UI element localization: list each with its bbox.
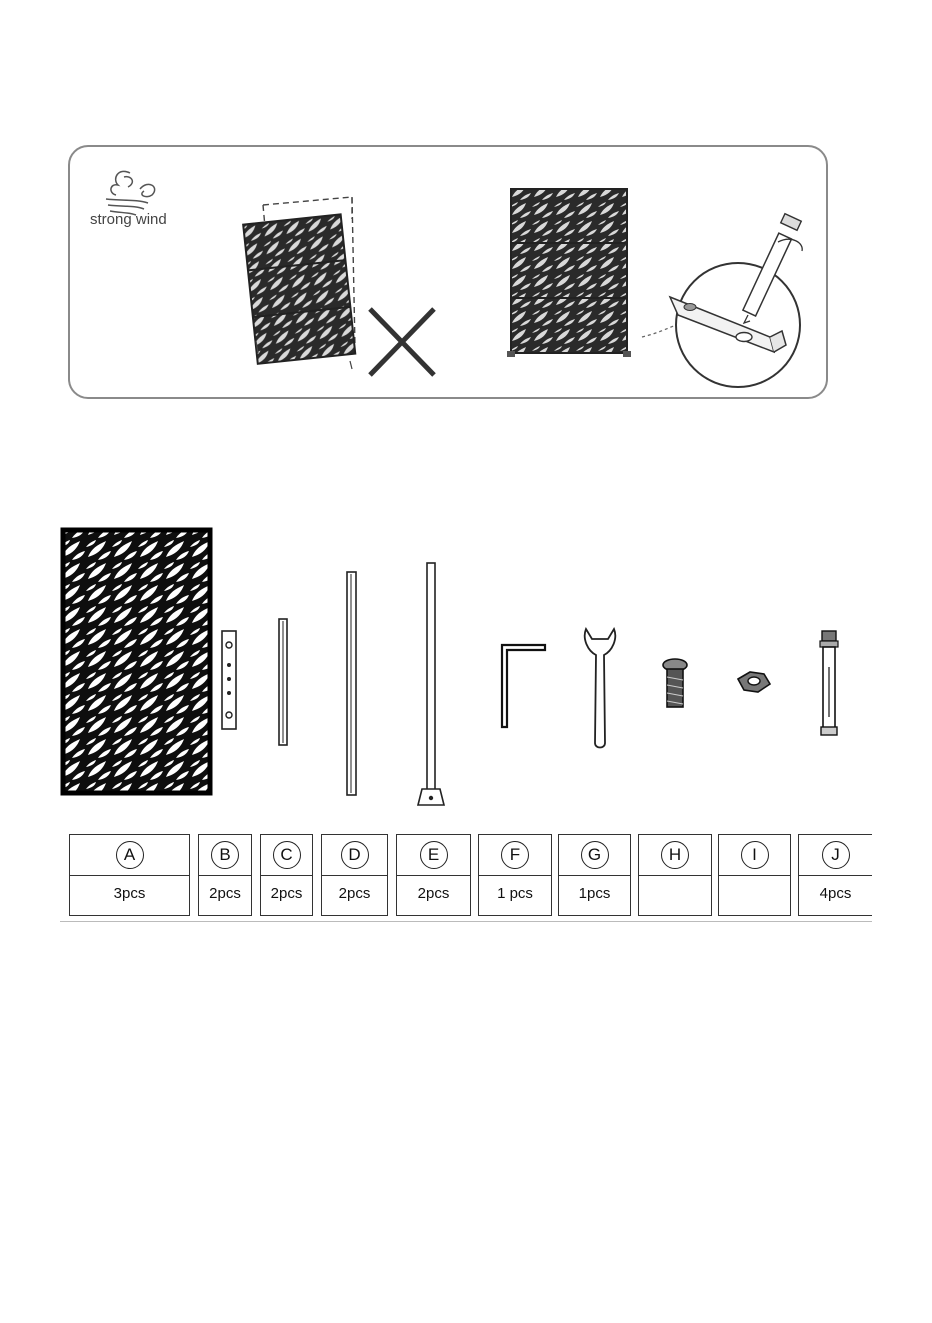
- part-b-connector-plate: [222, 631, 236, 729]
- part-e-post: [418, 563, 444, 805]
- upright-screen: [507, 189, 631, 357]
- part-a-panel: [63, 530, 210, 793]
- table-baseline: [60, 921, 872, 922]
- anchor-bolt-icon: [670, 214, 802, 387]
- part-letter: D: [341, 841, 369, 869]
- part-letter: B: [211, 841, 239, 869]
- part-letter: I: [741, 841, 769, 869]
- parts-list: [60, 517, 872, 922]
- part-g-wrench: [585, 629, 616, 748]
- part-letter: F: [501, 841, 529, 869]
- part-cell-b: [198, 834, 252, 916]
- part-i-nut: [738, 672, 770, 692]
- part-d-long-bar: [347, 572, 356, 795]
- part-letter: G: [581, 841, 609, 869]
- part-qty: 2pcs: [270, 885, 303, 902]
- part-cell-j: [798, 834, 872, 916]
- part-letter: C: [273, 841, 301, 869]
- part-qty: 2pcs: [338, 885, 371, 902]
- part-qty: 1 pcs: [497, 885, 533, 902]
- part-j-expansion-bolt: [820, 631, 838, 735]
- part-h-bolt: [663, 659, 687, 707]
- wind-label: strong wind: [90, 211, 167, 228]
- part-cell-h: [638, 834, 712, 916]
- part-qty: 3pcs: [113, 885, 146, 902]
- wind-warning-panel: [68, 145, 828, 399]
- part-cell-g: [558, 834, 631, 916]
- part-cell-e: [396, 834, 471, 916]
- part-cell-d: [321, 834, 388, 916]
- tilted-screen: [243, 197, 355, 369]
- part-qty: 4pcs: [819, 885, 852, 902]
- part-cell-c: [260, 834, 313, 916]
- part-qty: 1pcs: [578, 885, 611, 902]
- part-cell-i: [718, 834, 791, 916]
- part-c-short-bar: [279, 619, 287, 745]
- cross-icon: [370, 309, 434, 375]
- part-letter: E: [420, 841, 448, 869]
- part-qty: 2pcs: [209, 885, 241, 902]
- part-cell-a: [69, 834, 190, 916]
- part-letter: A: [116, 841, 144, 869]
- part-cell-f: [478, 834, 552, 916]
- part-letter: H: [661, 841, 689, 869]
- part-letter: J: [822, 841, 850, 869]
- part-f-hex-key: [502, 645, 545, 727]
- part-qty: 2pcs: [417, 885, 450, 902]
